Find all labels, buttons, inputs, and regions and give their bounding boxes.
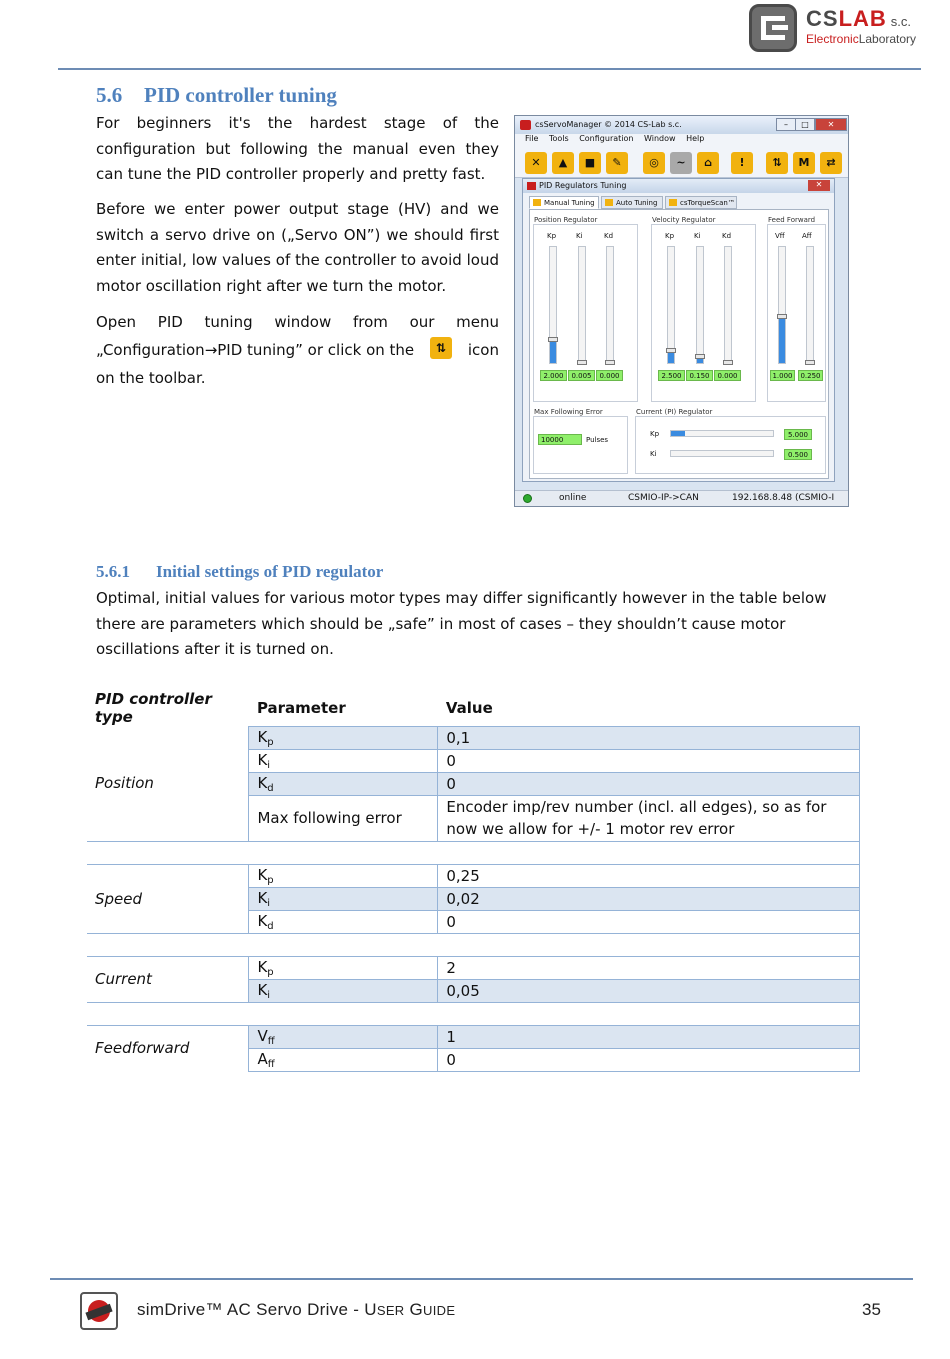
tab-cstorquescan[interactable]: csTorqueScan™ [665, 196, 737, 209]
menu-tools[interactable]: Tools [548, 134, 569, 143]
type-speed: Speed [95, 889, 143, 908]
csservomanager-window [514, 115, 849, 507]
para3-line3: on the toolbar. [96, 368, 206, 387]
table-row: $K_d$ 0 [87, 772, 860, 795]
position-regulator-label: Position Regulator [534, 216, 598, 224]
ff-aff-value[interactable]: 0.250 [798, 370, 823, 381]
io-icon[interactable]: ⇄ [820, 152, 842, 174]
current-kp-value[interactable]: 5.000 [784, 429, 812, 440]
status-bar [515, 490, 848, 506]
status-state: online [559, 493, 587, 503]
section-para-1: For beginners it's the hardest stage of the configuration but following the manual even they can tune the PID controller properly and pretty fast. [96, 114, 499, 183]
page-number: 35 [862, 1300, 881, 1319]
menu-configuration[interactable]: Configuration [579, 134, 634, 143]
manual-tuning-icon [533, 199, 541, 206]
current-ki-label: Ki [650, 450, 657, 458]
ff-aff-label: Aff [802, 232, 812, 240]
logo-sc-text: s.c. [890, 14, 912, 29]
table-row: Feedforward $V_{ff}$ 1 [87, 1025, 860, 1048]
velocity-regulator-label: Velocity Regulator [652, 216, 716, 224]
window-titlebar [515, 116, 848, 134]
table-row: Current $K_p$ 2 [87, 956, 860, 979]
footer-title: simDrive™ AC Servo Drive - USER GUIDE [137, 1300, 456, 1319]
motor-icon[interactable]: M [793, 152, 815, 174]
pid-window-close-button[interactable]: ✕ [808, 180, 830, 191]
scope-icon[interactable]: ~ [670, 152, 692, 174]
pos-kd-slider[interactable] [606, 246, 614, 364]
table-row: $K_d$ 0 [87, 910, 860, 933]
section-title: PID controller tuning [144, 83, 337, 107]
status-address: 192.168.8.48 (CSMIO-I [732, 493, 835, 503]
subsection-heading [96, 562, 383, 582]
save-icon[interactable]: ■ [579, 152, 601, 174]
section-number: 5.6 [96, 83, 123, 107]
vel-ki-label: Ki [694, 232, 701, 240]
menu-window[interactable]: Window [644, 134, 676, 143]
logo-lab-text: LAB [838, 6, 887, 31]
menubar [515, 134, 848, 148]
tab-auto-tuning[interactable]: Auto Tuning [601, 196, 663, 209]
ff-vff-value[interactable]: 1.000 [770, 370, 795, 381]
feed-forward-label: Feed Forward [768, 216, 816, 224]
menu-help[interactable]: Help [686, 134, 705, 143]
current-regulator-group [635, 416, 826, 474]
max-following-input[interactable]: 10000 [538, 434, 582, 445]
status-link: CSMIO-IP->CAN [628, 493, 699, 503]
para3-icon-word: icon [467, 340, 499, 359]
type-position: Position [95, 774, 154, 793]
footer-rule [50, 1278, 913, 1280]
close-button[interactable]: ✕ [815, 118, 847, 131]
logo-sub-b: Laboratory [858, 32, 917, 46]
table-header-row [87, 688, 860, 726]
pid-window-title: PID Regulators Tuning [539, 181, 627, 190]
table-spacer [87, 933, 860, 956]
vel-ki-value[interactable]: 0.150 [686, 370, 713, 381]
para3-config: „Configuration [96, 340, 205, 359]
table-row: $A_{ff}$ 0 [87, 1048, 860, 1071]
vel-ki-slider[interactable] [696, 246, 704, 364]
arrow-icon: → [204, 340, 218, 359]
vel-kd-value[interactable]: 0.000 [714, 370, 741, 381]
search-icon[interactable]: ◎ [643, 152, 665, 174]
logo-cs-text: CS [806, 6, 839, 31]
section-para-2: Before we enter power output stage (HV) and we switch a servo drive on („Servo ON”) we should first enter initial, low values of the controller to avoid loud motor oscillation right after we turn the motor. [96, 200, 499, 295]
vel-kp-slider[interactable] [667, 246, 675, 364]
cslab-logo-badge [749, 4, 797, 52]
header-type: PID controller type [95, 690, 212, 726]
header-rule [58, 68, 921, 70]
current-kp-slider[interactable] [670, 430, 774, 437]
section-heading [96, 83, 337, 108]
table-spacer [87, 841, 860, 864]
logo-sub-a: Electronic [806, 32, 859, 46]
connect-icon[interactable]: ✕ [525, 152, 547, 174]
manual-tuning-panel [529, 209, 829, 479]
pos-kp-slider[interactable] [549, 246, 557, 364]
table-row: Max following error Encoder imp/rev number (incl. all edges), so as for now we allow for +/- 1 motor rev error [87, 795, 860, 841]
type-feedforward: Feedforward [87, 1025, 249, 1071]
max-following-unit: Pulses [586, 436, 609, 444]
minimize-button[interactable]: – [776, 118, 796, 131]
para3-line2 [96, 336, 499, 366]
type-current: Current [95, 970, 152, 988]
ff-aff-slider[interactable] [806, 246, 814, 364]
table-row: $K_i$ 0,05 [87, 979, 860, 1002]
table-row: Speed $K_p$ 0,25 [87, 864, 860, 887]
app-icon [520, 120, 531, 130]
current-kp-label: Kp [650, 430, 660, 438]
menu-file[interactable]: File [525, 134, 539, 143]
online-status-icon [523, 494, 532, 503]
window-title: csServoManager © 2014 CS-Lab s.c. [535, 120, 682, 129]
pid-window-titlebar [523, 179, 834, 193]
subsection-para: Optimal, initial values for various motor types may differ significantly however in the table below there are parameters which should be „safe” in most of cases – they shouldn’t cause motor oscillations after it is turned on. [96, 589, 827, 658]
cslab-logo [749, 4, 925, 52]
servo-icon[interactable]: ⌂ [697, 152, 719, 174]
auto-tuning-icon [605, 199, 613, 206]
pos-kd-label: Kd [604, 232, 614, 240]
table-spacer [87, 1002, 860, 1025]
para3-line1: Open PID tuning window from our menu [96, 313, 499, 331]
table-row: Position $K_p$ 0,1 [87, 726, 860, 749]
ff-vff-label: Vff [775, 232, 785, 240]
toolbar [515, 148, 848, 178]
pos-ki-label: Ki [576, 232, 583, 240]
pid-settings-table [87, 688, 860, 1072]
current-regulator-label: Current (PI) Regulator [636, 408, 713, 416]
vel-kp-value[interactable]: 2.500 [658, 370, 685, 381]
pos-ki-value[interactable]: 0.005 [568, 370, 595, 381]
pos-kd-value[interactable]: 0.000 [596, 370, 623, 381]
section-para-3 [96, 310, 499, 391]
header-parameter: Parameter [256, 698, 346, 717]
simdrive-logo [80, 1292, 118, 1330]
header-value: Value [445, 698, 493, 717]
table-row: $K_i$ 0,02 [87, 887, 860, 910]
pos-kp-value[interactable]: 2.000 [540, 370, 567, 381]
vel-kd-label: Kd [722, 232, 732, 240]
tab-manual-tuning[interactable]: Manual Tuning [529, 196, 599, 209]
vel-kd-slider[interactable] [724, 246, 732, 364]
pid-tuning-icon: ⇅ [430, 337, 452, 359]
subsection-title: Initial settings of PID regulator [156, 562, 384, 581]
current-ki-value[interactable]: 0.500 [784, 449, 812, 460]
ff-vff-slider[interactable] [778, 246, 786, 364]
para3-pid: PID tuning” or click on the [217, 340, 415, 359]
tools-icon[interactable]: ✎ [606, 152, 628, 174]
torquescan-icon [669, 199, 677, 206]
max-following-label: Max Following Error [534, 408, 603, 416]
current-ki-slider[interactable] [670, 450, 774, 457]
vel-kp-label: Kp [665, 232, 675, 240]
subsection-number: 5.6.1 [96, 562, 130, 581]
pos-ki-slider[interactable] [578, 246, 586, 364]
warning-icon[interactable]: ! [731, 152, 753, 174]
pid-tuning-toolbar-icon[interactable]: ⇅ [766, 152, 788, 174]
pid-window-icon [527, 182, 536, 190]
pid-tuning-window [522, 178, 835, 482]
table-row: $K_i$ 0 [87, 749, 860, 772]
pos-kp-label: Kp [547, 232, 557, 240]
upload-icon[interactable]: ▲ [552, 152, 574, 174]
maximize-button[interactable]: □ [795, 118, 815, 131]
